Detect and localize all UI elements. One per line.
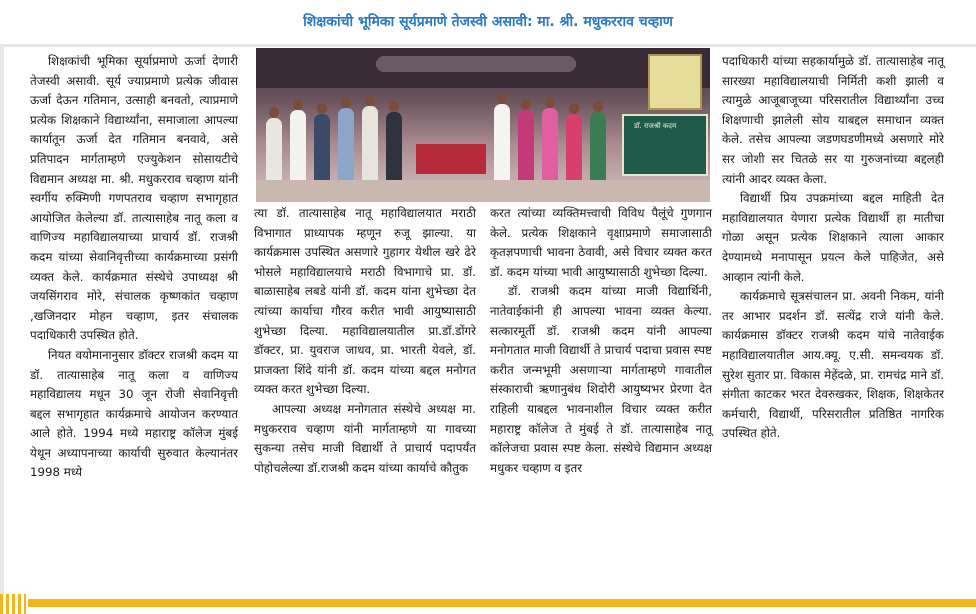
gift-table — [416, 144, 486, 174]
person-figure — [314, 114, 330, 188]
article-column-2 — [254, 204, 476, 590]
person-figure — [290, 110, 306, 188]
banner-text: डॉ. राजश्री कदम — [634, 122, 677, 130]
person-figure — [566, 114, 582, 188]
bottom-accent-band — [0, 594, 976, 614]
person-figure — [494, 104, 510, 188]
band-ticks — [0, 594, 26, 614]
article-column-1 — [30, 52, 238, 590]
article-headline: शिक्षकांची भूमिका सूर्यप्रमाणे तेजस्वी असावी: मा. श्री. मधुकरराव चव्हाण — [303, 14, 673, 30]
paragraph: कार्यक्रमाचे सूत्रसंचालन प्रा. अवनी निकम, यांनी तर आभार प्रदर्शन डॉ. सत्येंद्र राजे यांनी केले. कार्यक्रमास डॉक्टर राजश्री कदम यांचे नातेवाईक महाविद्यालयातील आय.क्यू. ए.सी. समन्वयक डॉ. सुरेश सुतार प्रा. विकास मेहेंदळे, प्रा. रामचंद्र माने डॉ. संगीता काटकर भरत देवरुखकर, शिक्षक, शिक्षकेतर कर्मचारी, विद्यार्थी, परिसरातील प्रतिष्ठित नागरिक उपस्थित होते. — [722, 289, 944, 441]
paragraph: शिक्षकांची भूमिका सूर्याप्रमाणे ऊर्जा देणारी तेजस्वी असावी. सूर्य ज्याप्रमाणे प्रत्येक जीवास ऊर्जा देऊन गतिमान, उत्साही बनवतो, त्याप्रमाणे प्रत्येक शिक्षकाने विद्यार्थ्यांना, समाजाला आपल्या कार्यातून ऊर्जा देत गतिमान बनवावे, असे प्रतिपादन मार्गताम्हणे एज्युकेशन सोसायटीचे विद्यमान अध्यक्ष मा. श्री. मधुकरराव चव्हाण यांनी स्वर्गीय रुक्मिणी गणपतराव चव्हाण सभागृहात आयोजित केलेल्या डॉ. तात्यासाहेब नातू कला व वाणिज्य महाविद्यालयाच्या प्राचार्य डॉ. राजश्री कदम यांच्या सेवानिवृत्तीच्या कार्यक्रमाच्या प्रसंगी व्यक्त केले. कार्यक्रमात संस्थेचे उपाध्यक्ष श्री जयसिंगराव मोरे, संचालक कृष्णकांत चव्हाण ,खजिनदार मोहन चव्हाण, इतर संचालक पदाधिकारी उपस्थित होते. — [30, 54, 238, 343]
felicitation-banner — [622, 114, 708, 176]
stage-floor — [256, 180, 710, 202]
paragraph: विद्यार्थी प्रिय उपक्रमांच्या बद्दल माहिती देत महाविद्यालयात येणारा प्रत्येक विद्यार्थी हा मातीचा गोळा असून प्रत्येक शिक्षकाने त्याला आकार देण्यामध्ये मनापासून प्रयत्न केले पाहिजेत, असे आव्हान त्यांनी केले. — [722, 191, 944, 284]
person-figure — [518, 110, 534, 188]
article-column-3 — [490, 204, 712, 590]
stage-backdrop — [256, 48, 710, 88]
band-stripe — [28, 599, 976, 607]
paragraph: करत त्यांच्या व्यक्तिमत्त्वाची विविध पैलूंचे गुणगान केले. प्रत्येक शिक्षकाने वृक्षाप्रमाणे समाजासाठी कृतज्ञपणाची भावना ठेवावी, असे विचार व्यक्त करत डॉ. कदम यांच्या भावी आयुष्यासाठी शुभेच्छा दिल्या. — [490, 206, 712, 279]
paragraph: पदाधिकारी यांच्या सहकार्यामुळे डॉ. तात्यासाहेब नातू सारख्या महाविद्यालयाची निर्मिती कशी झाली व त्यामुळे आजूबाजूच्या परिसरातील विद्यार्थ्यांना उच्च शिक्षणाची झालेली सोय याबद्दल समाधान व्यक्त केले. तसेच आपल्या जडणघडणीमध्ये असणारे मोरे सर जोशी सर चितळे सर या गुरुजनांच्या बद्दलही त्यांनी आदर व्यक्त केला. — [722, 54, 944, 186]
person-figure — [338, 108, 354, 188]
person-figure — [362, 106, 378, 188]
paragraph: डॉ. राजश्री कदम यांच्या माजी विद्यार्थिनी, नातेवाईकांनी ही आपल्या भावना व्यक्त केल्या. सत्कारमूर्ती डॉ. राजश्री कदम यांनी आपल्या मनोगतात माजी विद्यार्थी ते प्राचार्य पदाचा प्रवास स्पष्ट करीत जन्मभूमी असणाऱ्या मार्गताम्हणे गावातील संस्काराची ऋणानुबंध शिदोरी आयुष्यभर प्रेरणा देत राहिली याबद्दल भावनाशील विचार व्यक्त करीत महाराष्ट्र कॉलेज ते मुंबई ते डॉ. तात्यासाहेब नातू कॉलेजचा प्रवास स्पष्ट केला. संस्थेचे विद्यमान अध्यक्ष मधुकर चव्हाण व इतर — [490, 284, 712, 475]
paragraph: त्या डॉ. तात्यासाहेब नातू महाविद्यालयात मराठी विभागात प्राध्यापक म्हणून रुजू झाल्या. या कार्यक्रमास उपस्थित असणारे गुहागर येथील खरे ढेरे भोसले महाविद्यालयाचे मराठी विभागाचे प्रा. डॉ. बाळासाहेब लबडे यांनी डॉ. कदम यांना शुभेच्छा देत त्यांच्या कार्याचा गौरव करीत भावी आयुष्यासाठी शुभेच्छा दिल्या. महाविद्यालयातील प्रा.डॉ.डोंगरे डॉक्टर, प्रा. युवराज जाधव, प्रा. भारती येवले, डॉ. प्राजक्ता शिंदे यांनी डॉ. कदम यांच्या बद्दल मनोगत व्यक्त करत शुभेच्छा दिल्या. — [254, 206, 476, 397]
paragraph: आपल्या अध्यक्ष मनोगतात संस्थेचे अध्यक्ष मा. मधुकरराव चव्हाण यांनी मार्गताम्हणे या गावच्या सुकन्या तसेच माजी विद्यार्थी ते प्राचार्य पदापर्यंत पोहोचलेल्या डॉ.राजश्री कदम यांच्या कार्याचे कौतुक — [254, 401, 476, 475]
portrait-frame — [648, 54, 702, 110]
article-column-4 — [722, 52, 944, 590]
person-figure — [542, 108, 558, 188]
headline-bar — [0, 0, 976, 47]
page-edge — [0, 44, 4, 594]
person-figure — [266, 118, 282, 188]
person-figure — [590, 112, 606, 188]
person-figure — [386, 112, 402, 188]
paragraph: नियत वयोमानानुसार डॉक्टर राजश्री कदम या डॉ. तात्यासाहेब नातू कला व वाणिज्य महाविद्यालय मधून 30 जून रोजी सेवानिवृत्ती बद्दल सभागृहात कार्यक्रमाचे आयोजन करण्यात आले होते. 1994 मध्ये महाराष्ट्र कॉलेज मुंबई येथून अध्यापनाच्या कार्याची सुरुवात केल्यानंतर 1998 मध्ये — [30, 347, 238, 480]
event-photo — [256, 48, 710, 202]
